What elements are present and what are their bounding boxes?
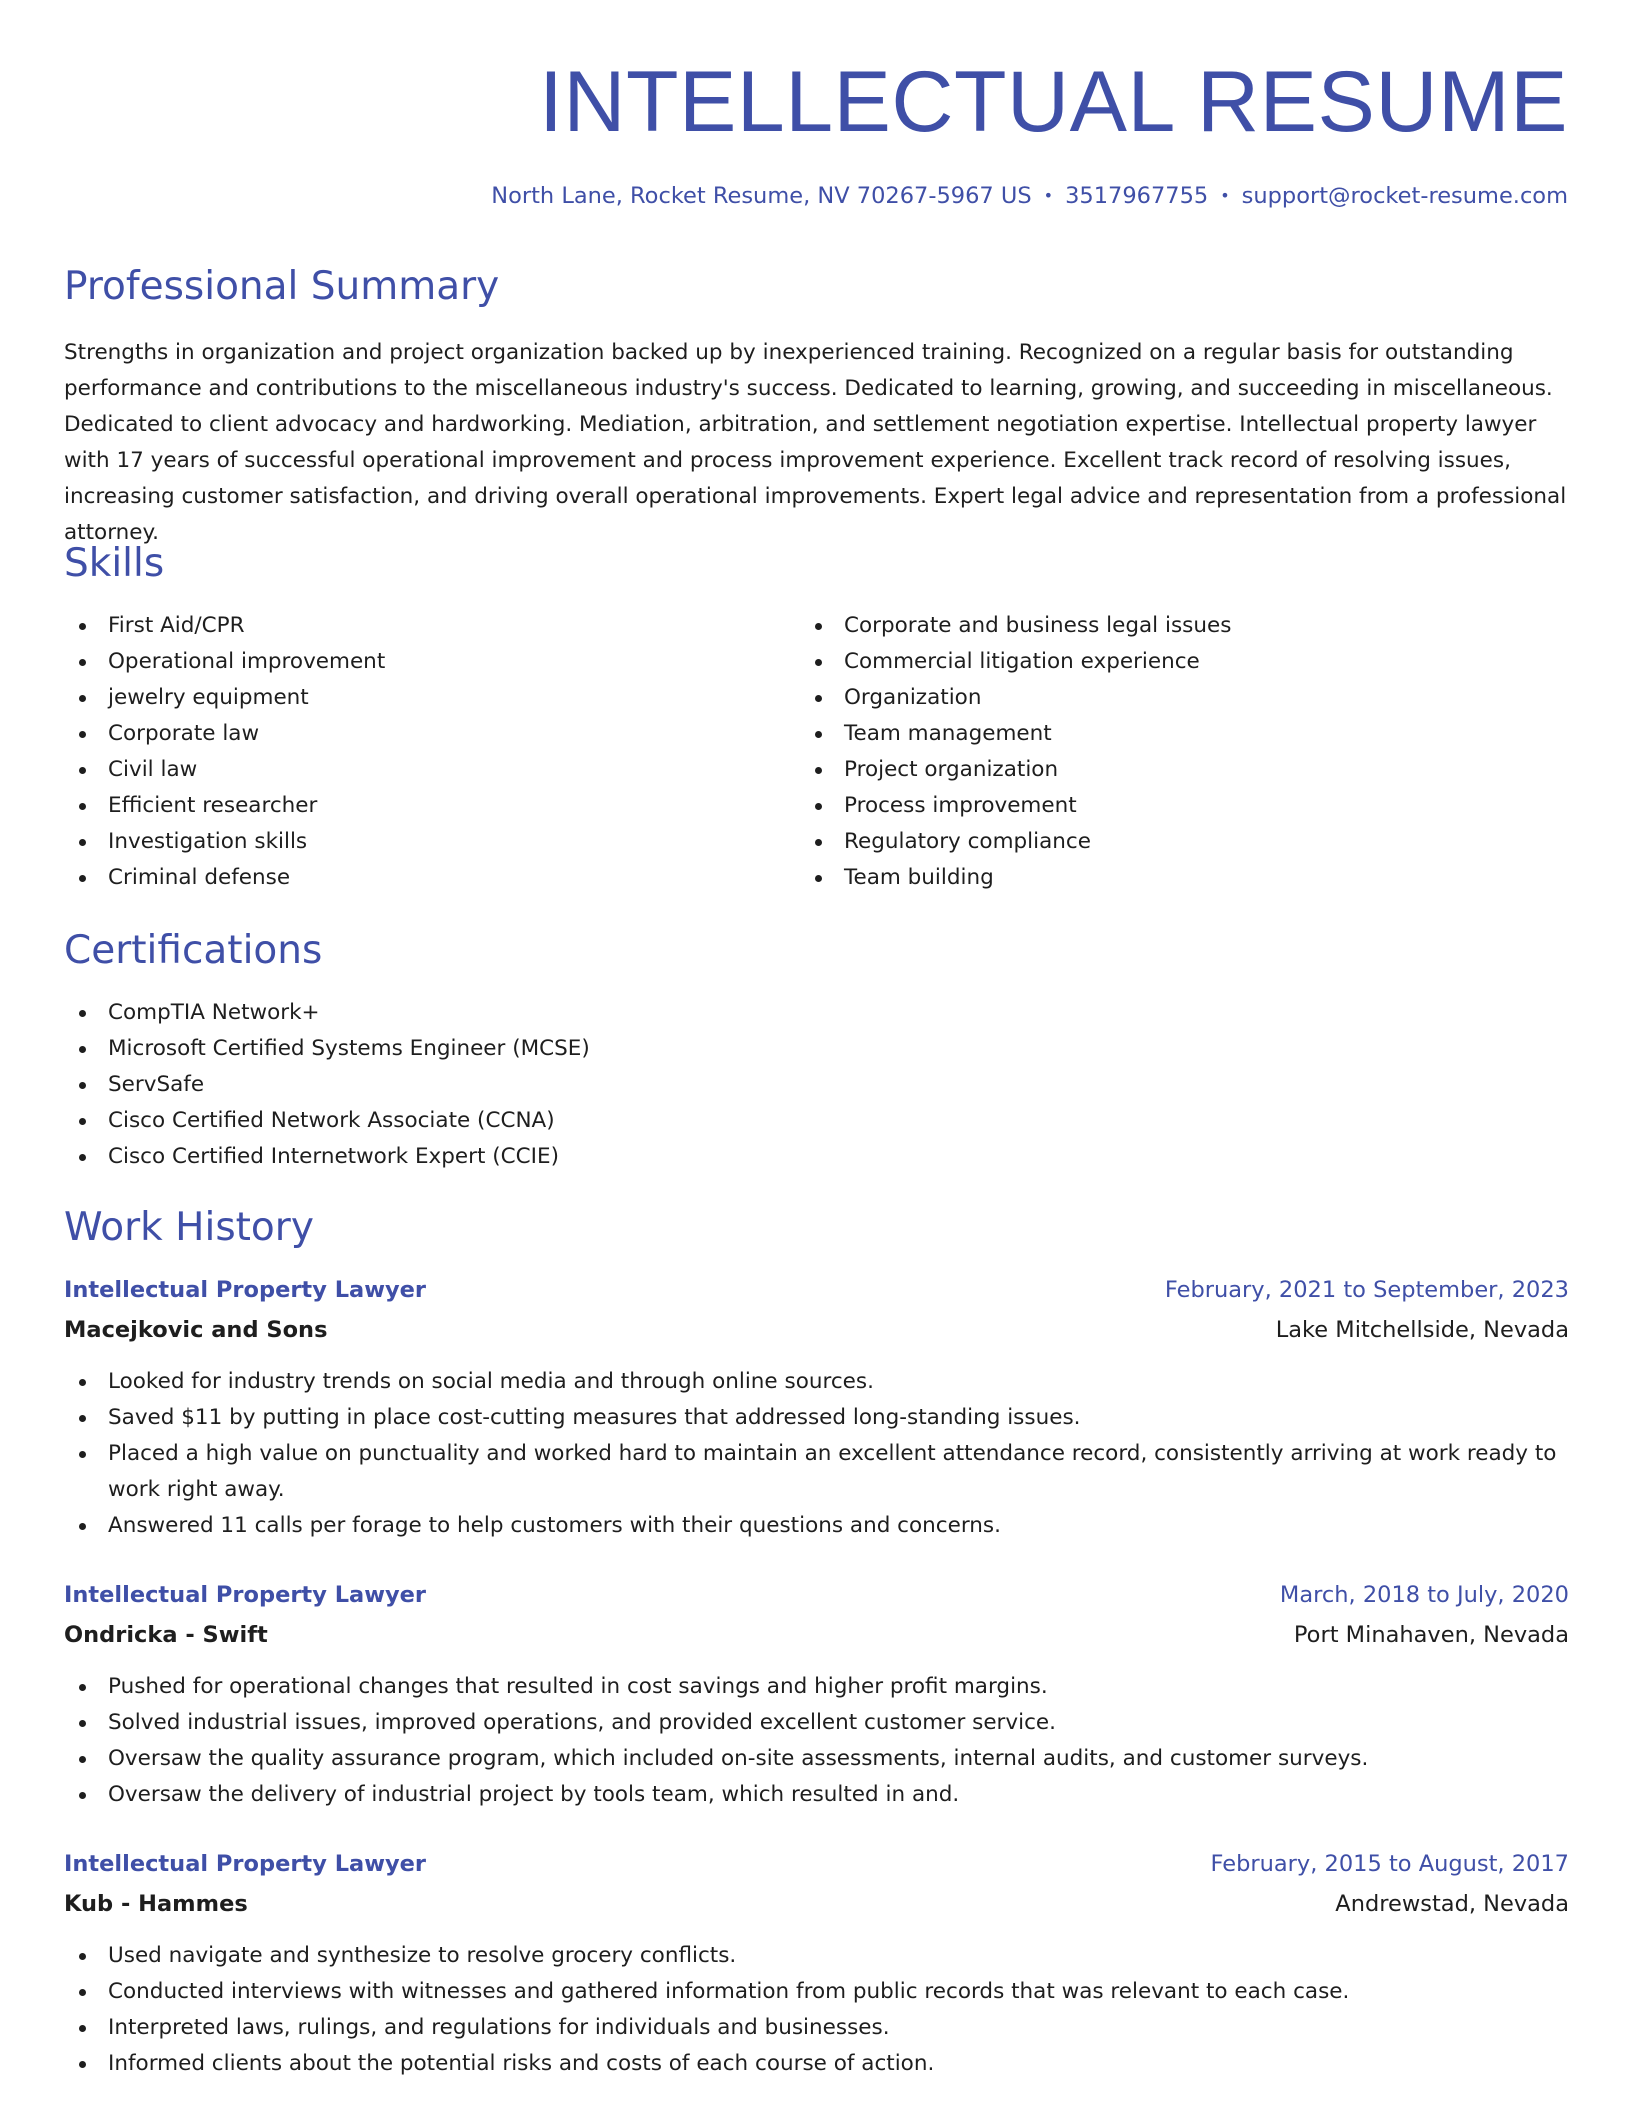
list-item: Informed clients about the potential risks and costs of each course of action. — [64, 2046, 1569, 2082]
list-item: Microsoft Certified Systems Engineer (MCSE) — [64, 1031, 1569, 1067]
work-history-heading: Work History — [64, 1205, 314, 1250]
list-item: Oversaw the delivery of industrial project by tools team, which resulted in and. — [64, 1777, 1569, 1813]
job-entry — [64, 1272, 1569, 1544]
job-entry — [64, 1577, 1569, 1813]
contact-separator: • — [1043, 186, 1054, 205]
list-item: ServSafe — [64, 1067, 1569, 1103]
list-item: Criminal defense — [64, 860, 764, 896]
contact-address: North Lane, Rocket Resume, NV 70267-5967 US — [491, 183, 1032, 209]
contact-phone: 3517967755 — [1065, 183, 1209, 209]
job-title: Intellectual Property Lawyer — [64, 1582, 427, 1608]
list-item: Cisco Certified Network Associate (CCNA) — [64, 1103, 1569, 1139]
list-item: Team building — [800, 860, 1570, 896]
job-dates: February, 2021 to September, 2023 — [1164, 1277, 1569, 1303]
list-item: Solved industrial issues, improved operations, and provided excellent customer service. — [64, 1705, 1569, 1741]
list-item: Interpreted laws, rulings, and regulations for individuals and businesses. — [64, 2010, 1569, 2046]
list-item: Investigation skills — [64, 824, 764, 860]
certifications-heading: Certifications — [64, 928, 323, 973]
job-entry — [64, 1846, 1569, 2082]
list-item: jewelry equipment — [64, 680, 764, 716]
skills-list-left — [64, 608, 764, 896]
job-bullets — [64, 1669, 1569, 1813]
list-item: Pushed for operational changes that resulted in cost savings and higher profit margins. — [64, 1669, 1569, 1705]
list-item: Oversaw the quality assurance program, which included on-site assessments, internal audits, and customer surveys. — [64, 1741, 1569, 1777]
list-item: Answered 11 calls per forage to help customers with their questions and concerns. — [64, 1508, 1569, 1544]
list-item: Regulatory compliance — [800, 824, 1570, 860]
job-location: Port Minahaven, Nevada — [1293, 1622, 1569, 1648]
job-dates: March, 2018 to July, 2020 — [1279, 1582, 1569, 1608]
list-item: Process improvement — [800, 788, 1570, 824]
list-item: Looked for industry trends on social media and through online sources. — [64, 1364, 1569, 1400]
resume-name: INTELLECTUAL RESUME — [539, 54, 1568, 150]
list-item: Efficient researcher — [64, 788, 764, 824]
list-item: Placed a high value on punctuality and worked hard to maintain an excellent attendance record, consistently arriving at work ready to work right away. — [64, 1436, 1569, 1508]
summary-text: Strengths in organization and project organization backed up by inexperienced training. Recognized on a regular basis for outstanding performance and contributions to the miscellaneous industry's success. Dedicated to learning, growing, and succeeding in miscellaneous. Dedicated to client advocacy and hardworking. Mediation, arbitration, and settlement negotiation expertise. Intellectual property lawyer with 17 years of successful operational improvement and process improvement experience. Excellent track record of resolving issues, increasing customer satisfaction, and driving overall operational improvements. Expert legal advice and representation from a professional attorney. — [64, 340, 1567, 545]
list-item: Project organization — [800, 752, 1570, 788]
list-item: Team management — [800, 716, 1570, 752]
list-item: Operational improvement — [64, 644, 764, 680]
job-location: Lake Mitchellside, Nevada — [1275, 1317, 1569, 1343]
summary-heading: Professional Summary — [64, 264, 500, 309]
job-title: Intellectual Property Lawyer — [64, 1851, 427, 1877]
list-item: Conducted interviews with witnesses and gathered information from public records that was relevant to each case. — [64, 1974, 1569, 2010]
job-bullets — [64, 1364, 1569, 1544]
list-item: Used navigate and synthesize to resolve grocery conflicts. — [64, 1938, 1569, 1974]
list-item: First Aid/CPR — [64, 608, 764, 644]
list-item: Cisco Certified Internetwork Expert (CCIE) — [64, 1139, 1569, 1175]
skills-heading: Skills — [64, 541, 165, 586]
list-item: Organization — [800, 680, 1570, 716]
job-dates: February, 2015 to August, 2017 — [1210, 1851, 1569, 1877]
job-company: Macejkovic and Sons — [64, 1317, 328, 1343]
job-company: Kub - Hammes — [64, 1891, 248, 1917]
list-item: Civil law — [64, 752, 764, 788]
list-item: Commercial litigation experience — [800, 644, 1570, 680]
list-item: CompTIA Network+ — [64, 995, 1569, 1031]
job-bullets — [64, 1938, 1569, 2082]
contact-email: support@rocket-resume.com — [1241, 183, 1568, 209]
job-title: Intellectual Property Lawyer — [64, 1277, 427, 1303]
certifications-list — [64, 995, 1569, 1175]
job-location: Andrewstad, Nevada — [1335, 1891, 1569, 1917]
contact-separator: • — [1220, 186, 1230, 205]
contact-line — [491, 180, 1568, 212]
list-item: Saved $11 by putting in place cost-cutting measures that addressed long-standing issues. — [64, 1400, 1569, 1436]
list-item: Corporate law — [64, 716, 764, 752]
job-company: Ondricka - Swift — [64, 1622, 268, 1648]
list-item: Corporate and business legal issues — [800, 608, 1570, 644]
skills-list-right — [800, 608, 1570, 896]
